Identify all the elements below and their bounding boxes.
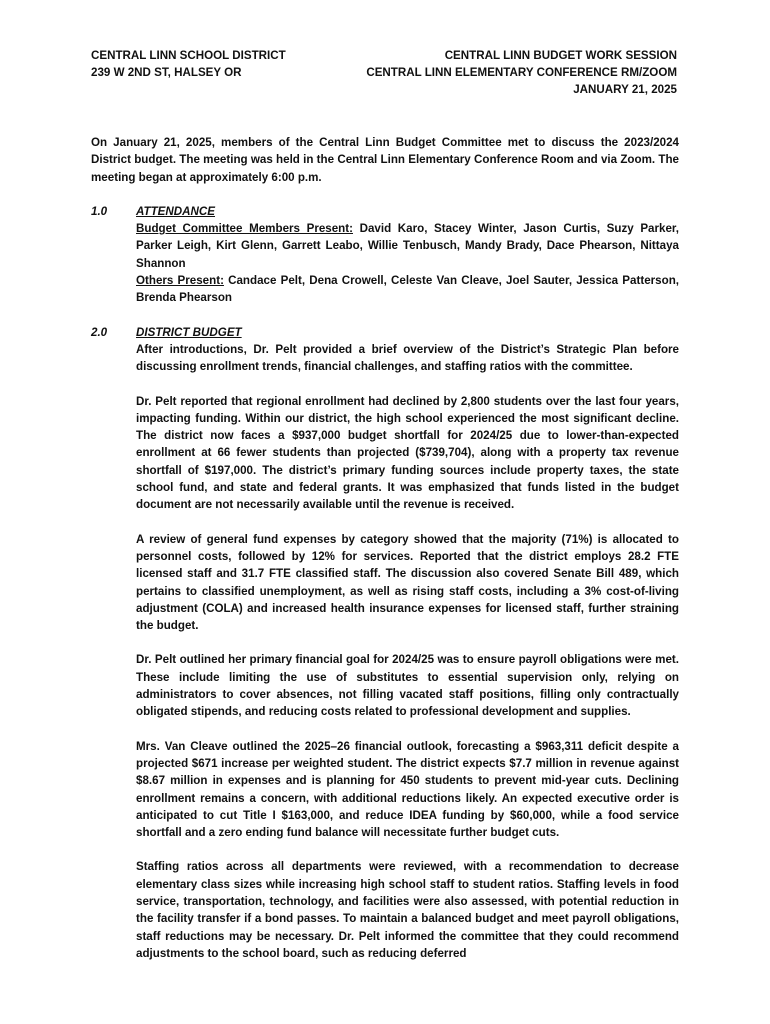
district-address: 239 W 2ND ST, HALSEY OR — [91, 66, 242, 79]
meeting-location: CENTRAL LINN ELEMENTARY CONFERENCE RM/ZOOM — [366, 66, 677, 79]
section-district-budget — [91, 324, 679, 963]
header-district-info — [91, 47, 286, 81]
district-name: CENTRAL LINN SCHOOL DISTRICT — [91, 49, 286, 62]
others-present-label: Others Present: — [136, 274, 224, 288]
budget-paragraph: After introductions, Dr. Pelt provided a brief overview of the District’s Strategic Plan before discussing enrollment trends, financial challenges, and staffing ratios with the committee. — [136, 342, 679, 374]
section-number: 2.0 — [91, 325, 108, 339]
intro-paragraph: On January 21, 2025, members of the Central Linn Budget Committee met to discuss the 2023/2024 District budget. The meeting was held in the Central Linn Elementary Conference Room and via Zoom. The meeting began at approximately 6:00 p.m. — [91, 136, 679, 184]
committee-members-label: Budget Committee Members Present: — [136, 222, 353, 236]
section-number: 1.0 — [91, 204, 108, 218]
committee-members-list: David Karo, Stacey Winter, Jason Curtis, Suzy Parker, Parker Leigh, Kirt Glenn, Garrett Leabo, Willie Tenbusch, Mandy Brady, Dace Phearson, Nittaya Shannon — [136, 222, 680, 270]
meeting-title: CENTRAL LINN BUDGET WORK SESSION — [444, 49, 677, 62]
others-present-paragraph — [136, 272, 679, 307]
header-meeting-info — [366, 47, 677, 98]
budget-paragraph: A review of general fund expenses by category showed that the majority (71%) is allocated to personnel costs, followed by 12% for services. Reported that the district employs 28.2 FTE licensed staff and 31.7 FTE classified staff. The discussion also covered Senate Bill 489, which pertains to classified unemployment, as well as rising staff costs, including a 3% cost-of-living adjustment (COLA) and increased health insurance expenses for licensed staff, further straining the budget. — [136, 532, 679, 633]
section-heading: DISTRICT BUDGET — [136, 325, 242, 339]
meeting-date: JANUARY 21, 2025 — [573, 83, 677, 96]
budget-paragraph: Dr. Pelt outlined her primary financial goal for 2024/25 was to ensure payroll obligations were met. These include limiting the use of substitutes to essential supervision only, relying on administrators to cover absences, not filling vacated staff positions, filling only contractually obligated stipends, and reducing costs related to professional development and supplies. — [136, 653, 679, 719]
others-present-list: Candace Pelt, Dena Crowell, Celeste Van Cleave, Joel Sauter, Jessica Patterson, Brenda Phearson — [136, 274, 679, 305]
budget-paragraph: Dr. Pelt reported that regional enrollment had declined by 2,800 students over the last four years, impacting funding. Within our district, the high school experienced the most significant decline. The district now faces a $937,000 budget shortfall for 2024/25 due to lower-than-expected enrollment at 66 fewer students than projected ($739,704), along with a property tax revenue shortfall of $197,000. The district’s primary funding sources include property taxes, the state school fund, and state and federal grants. It was emphasized that funds listed in the budget document are not necessarily available until the revenue is received. — [136, 394, 679, 512]
section-heading: ATTENDANCE — [136, 204, 216, 218]
budget-paragraph: Mrs. Van Cleave outlined the 2025–26 financial outlook, forecasting a $963,311 deficit despite a projected $671 increase per weighted student. The district expects $7.7 million in revenue against $8.67 million in expenses and is planning for 450 students to prevent mid-year cuts. Declining enrollment remains a concern, with additional reductions likely. An expected executive order is anticipated to cut Title I $163,000, and reduce IDEA funding by $60,000, while a food service shortfall and a zero ending fund balance will necessitate further budget cuts. — [136, 739, 679, 840]
budget-paragraph: Staffing ratios across all departments were reviewed, with a recommendation to decrease elementary class sizes while increasing high school staff to student ratios. Staffing levels in food service, transportation, technology, and facilities were also assessed, with potential reduction in the facility transfer if a bond passes. To maintain a balanced budget and meet payroll obligations, staff reductions may be necessary. Dr. Pelt informed the committee that they could recommend adjustments to the school board, such as reducing deferred — [136, 860, 679, 960]
committee-members-paragraph — [136, 220, 679, 272]
document-body — [91, 134, 679, 962]
section-attendance — [91, 203, 679, 307]
